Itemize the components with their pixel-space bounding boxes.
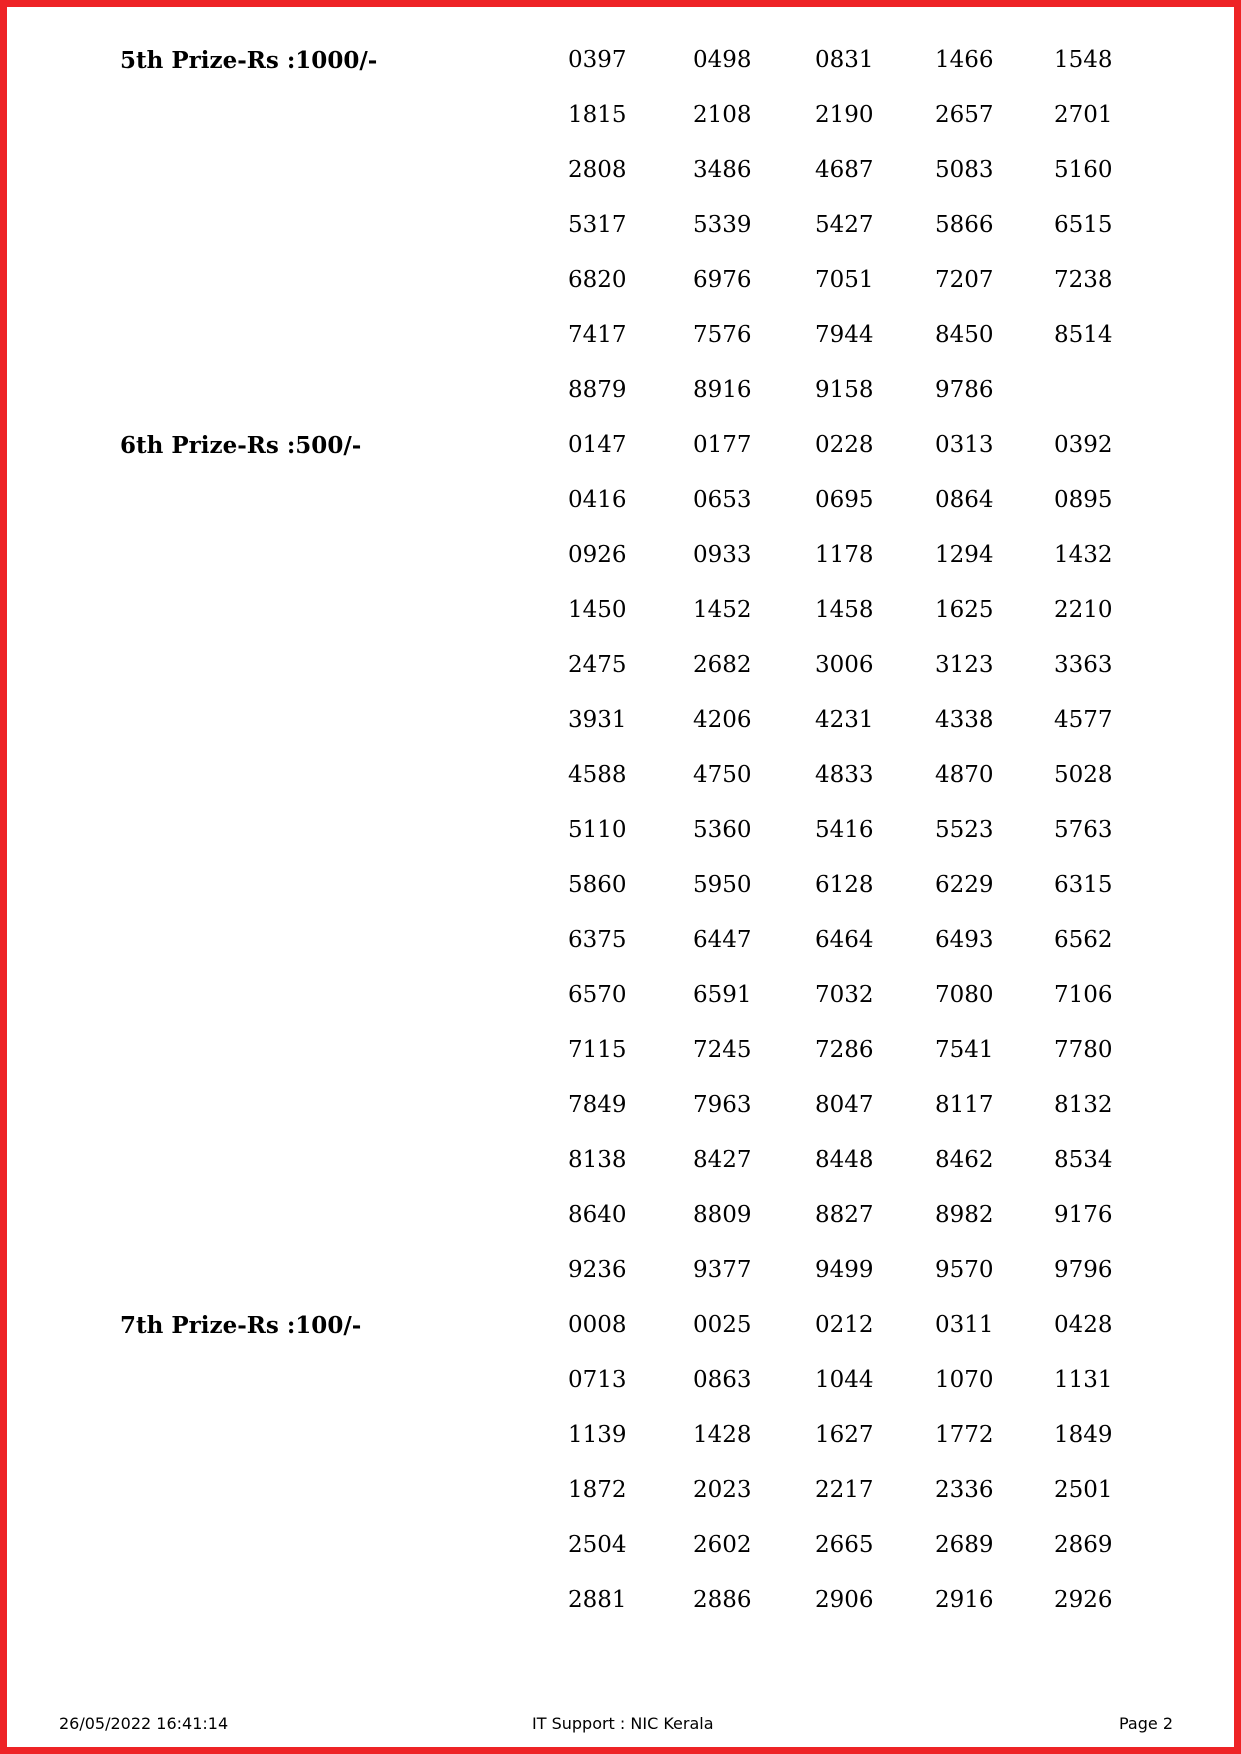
ticket-number: 5427	[815, 212, 874, 238]
ticket-number: 1294	[935, 542, 994, 568]
ticket-number: 5339	[693, 212, 752, 238]
prize-row	[0, 310, 1241, 365]
ticket-number: 1131	[1054, 1367, 1113, 1393]
ticket-number: 0147	[568, 432, 627, 458]
prize-row	[0, 1575, 1241, 1630]
ticket-number: 0933	[693, 542, 752, 568]
ticket-number: 0713	[568, 1367, 627, 1393]
ticket-number: 8132	[1054, 1092, 1113, 1118]
ticket-number: 2190	[815, 102, 874, 128]
ticket-number: 3363	[1054, 652, 1113, 678]
ticket-number: 2217	[815, 1477, 874, 1503]
ticket-number: 1450	[568, 597, 627, 623]
ticket-number: 5523	[935, 817, 994, 843]
ticket-number: 4687	[815, 157, 874, 183]
ticket-number: 0397	[568, 47, 627, 73]
ticket-number: 6591	[693, 982, 752, 1008]
ticket-number: 8117	[935, 1092, 994, 1118]
ticket-number: 0864	[935, 487, 994, 513]
ticket-number: 8879	[568, 377, 627, 403]
footer-timestamp: 26/05/2022 16:41:14	[59, 1714, 229, 1733]
ticket-number: 1625	[935, 597, 994, 623]
ticket-number: 7944	[815, 322, 874, 348]
ticket-number: 0926	[568, 542, 627, 568]
prize-row	[0, 1245, 1241, 1300]
ticket-number: 6562	[1054, 927, 1113, 953]
ticket-number: 5860	[568, 872, 627, 898]
ticket-number: 4833	[815, 762, 874, 788]
prize-label: 6th Prize-Rs :500/-	[120, 432, 362, 459]
ticket-number: 6447	[693, 927, 752, 953]
ticket-number: 0313	[935, 432, 994, 458]
ticket-number: 4577	[1054, 707, 1113, 733]
ticket-number: 1815	[568, 102, 627, 128]
ticket-number: 6976	[693, 267, 752, 293]
ticket-number: 2108	[693, 102, 752, 128]
prize-row	[0, 970, 1241, 1025]
ticket-number: 3931	[568, 707, 627, 733]
ticket-number: 4231	[815, 707, 874, 733]
prize-row	[0, 805, 1241, 860]
ticket-number: 8514	[1054, 322, 1113, 348]
ticket-number: 6128	[815, 872, 874, 898]
prize-row	[0, 35, 1241, 90]
prize-row	[0, 860, 1241, 915]
ticket-number: 0498	[693, 47, 752, 73]
ticket-number: 7286	[815, 1037, 874, 1063]
prize-row	[0, 750, 1241, 805]
ticket-number: 3486	[693, 157, 752, 183]
ticket-number: 8448	[815, 1147, 874, 1173]
ticket-number: 0831	[815, 47, 874, 73]
ticket-number: 2916	[935, 1587, 994, 1613]
ticket-number: 5083	[935, 157, 994, 183]
ticket-number: 4588	[568, 762, 627, 788]
ticket-number: 8982	[935, 1202, 994, 1228]
ticket-number: 1178	[815, 542, 874, 568]
ticket-number: 6515	[1054, 212, 1113, 238]
footer-support: IT Support : NIC Kerala	[532, 1714, 714, 1733]
ticket-number: 9570	[935, 1257, 994, 1283]
ticket-number: 8427	[693, 1147, 752, 1173]
ticket-number: 7051	[815, 267, 874, 293]
prize-row	[0, 365, 1241, 420]
ticket-number: 2210	[1054, 597, 1113, 623]
ticket-number: 4870	[935, 762, 994, 788]
prize-row	[0, 1135, 1241, 1190]
ticket-number: 9236	[568, 1257, 627, 1283]
ticket-number: 0428	[1054, 1312, 1113, 1338]
ticket-number: 8809	[693, 1202, 752, 1228]
ticket-number: 5317	[568, 212, 627, 238]
prize-row	[0, 1520, 1241, 1575]
ticket-number: 2869	[1054, 1532, 1113, 1558]
ticket-number: 2504	[568, 1532, 627, 1558]
ticket-number: 6570	[568, 982, 627, 1008]
ticket-number: 9499	[815, 1257, 874, 1283]
ticket-number: 0392	[1054, 432, 1113, 458]
prize-row	[0, 1465, 1241, 1520]
ticket-number: 7963	[693, 1092, 752, 1118]
ticket-number: 2906	[815, 1587, 874, 1613]
ticket-number: 8827	[815, 1202, 874, 1228]
prize-row	[0, 420, 1241, 475]
ticket-number: 6315	[1054, 872, 1113, 898]
ticket-number: 9158	[815, 377, 874, 403]
ticket-number: 8640	[568, 1202, 627, 1228]
ticket-number: 5416	[815, 817, 874, 843]
ticket-number: 1044	[815, 1367, 874, 1393]
ticket-number: 9176	[1054, 1202, 1113, 1228]
ticket-number: 0311	[935, 1312, 994, 1338]
ticket-number: 8450	[935, 322, 994, 348]
ticket-number: 4338	[935, 707, 994, 733]
ticket-number: 2336	[935, 1477, 994, 1503]
ticket-number: 4206	[693, 707, 752, 733]
prize-row	[0, 1355, 1241, 1410]
prize-row	[0, 475, 1241, 530]
ticket-number: 0228	[815, 432, 874, 458]
ticket-number: 9377	[693, 1257, 752, 1283]
prize-row	[0, 1190, 1241, 1245]
ticket-number: 0695	[815, 487, 874, 513]
ticket-number: 8462	[935, 1147, 994, 1173]
ticket-number: 2023	[693, 1477, 752, 1503]
ticket-number: 9796	[1054, 1257, 1113, 1283]
ticket-number: 2657	[935, 102, 994, 128]
ticket-number: 8047	[815, 1092, 874, 1118]
ticket-number: 0025	[693, 1312, 752, 1338]
ticket-number: 6375	[568, 927, 627, 953]
ticket-number: 0653	[693, 487, 752, 513]
ticket-number: 7576	[693, 322, 752, 348]
ticket-number: 7780	[1054, 1037, 1113, 1063]
prize-row	[0, 1080, 1241, 1135]
ticket-number: 7245	[693, 1037, 752, 1063]
prize-row	[0, 640, 1241, 695]
prize-row	[0, 1300, 1241, 1355]
ticket-number: 6820	[568, 267, 627, 293]
ticket-number: 1452	[693, 597, 752, 623]
ticket-number: 7207	[935, 267, 994, 293]
ticket-number: 3123	[935, 652, 994, 678]
ticket-number: 5866	[935, 212, 994, 238]
prize-row	[0, 200, 1241, 255]
ticket-number: 2808	[568, 157, 627, 183]
ticket-number: 2475	[568, 652, 627, 678]
ticket-number: 5160	[1054, 157, 1113, 183]
ticket-number: 8916	[693, 377, 752, 403]
ticket-number: 6464	[815, 927, 874, 953]
footer-page-number: Page 2	[1119, 1714, 1173, 1733]
ticket-number: 4750	[693, 762, 752, 788]
ticket-number: 1627	[815, 1422, 874, 1448]
ticket-number: 2886	[693, 1587, 752, 1613]
ticket-number: 3006	[815, 652, 874, 678]
ticket-number: 7032	[815, 982, 874, 1008]
ticket-number: 0416	[568, 487, 627, 513]
ticket-number: 7106	[1054, 982, 1113, 1008]
ticket-number: 7541	[935, 1037, 994, 1063]
ticket-number: 2926	[1054, 1587, 1113, 1613]
ticket-number: 0863	[693, 1367, 752, 1393]
ticket-number: 1548	[1054, 47, 1113, 73]
ticket-number: 6493	[935, 927, 994, 953]
ticket-number: 5028	[1054, 762, 1113, 788]
ticket-number: 2602	[693, 1532, 752, 1558]
prize-row	[0, 90, 1241, 145]
prize-row	[0, 695, 1241, 750]
ticket-number: 0177	[693, 432, 752, 458]
ticket-number: 5763	[1054, 817, 1113, 843]
prize-row	[0, 915, 1241, 970]
prize-label: 5th Prize-Rs :1000/-	[120, 47, 378, 74]
prize-results	[0, 35, 1241, 1630]
prize-row	[0, 145, 1241, 200]
ticket-number: 7238	[1054, 267, 1113, 293]
prize-label: 7th Prize-Rs :100/-	[120, 1312, 362, 1339]
prize-row	[0, 585, 1241, 640]
ticket-number: 8534	[1054, 1147, 1113, 1173]
ticket-number: 7080	[935, 982, 994, 1008]
ticket-number: 7115	[568, 1037, 627, 1063]
ticket-number: 5110	[568, 817, 627, 843]
ticket-number: 2665	[815, 1532, 874, 1558]
ticket-number: 1432	[1054, 542, 1113, 568]
ticket-number: 2501	[1054, 1477, 1113, 1503]
ticket-number: 2701	[1054, 102, 1113, 128]
ticket-number: 1872	[568, 1477, 627, 1503]
ticket-number: 2881	[568, 1587, 627, 1613]
ticket-number: 2689	[935, 1532, 994, 1558]
prize-row	[0, 1025, 1241, 1080]
ticket-number: 0212	[815, 1312, 874, 1338]
ticket-number: 5950	[693, 872, 752, 898]
ticket-number: 1428	[693, 1422, 752, 1448]
prize-row	[0, 255, 1241, 310]
ticket-number: 5360	[693, 817, 752, 843]
ticket-number: 1772	[935, 1422, 994, 1448]
prize-row	[0, 1410, 1241, 1465]
ticket-number: 0895	[1054, 487, 1113, 513]
ticket-number: 7417	[568, 322, 627, 348]
ticket-number: 2682	[693, 652, 752, 678]
ticket-number: 0008	[568, 1312, 627, 1338]
ticket-number: 7849	[568, 1092, 627, 1118]
ticket-number: 1139	[568, 1422, 627, 1448]
ticket-number: 1070	[935, 1367, 994, 1393]
ticket-number: 1849	[1054, 1422, 1113, 1448]
ticket-number: 1458	[815, 597, 874, 623]
ticket-number: 1466	[935, 47, 994, 73]
prize-row	[0, 530, 1241, 585]
ticket-number: 8138	[568, 1147, 627, 1173]
ticket-number: 9786	[935, 377, 994, 403]
ticket-number: 6229	[935, 872, 994, 898]
